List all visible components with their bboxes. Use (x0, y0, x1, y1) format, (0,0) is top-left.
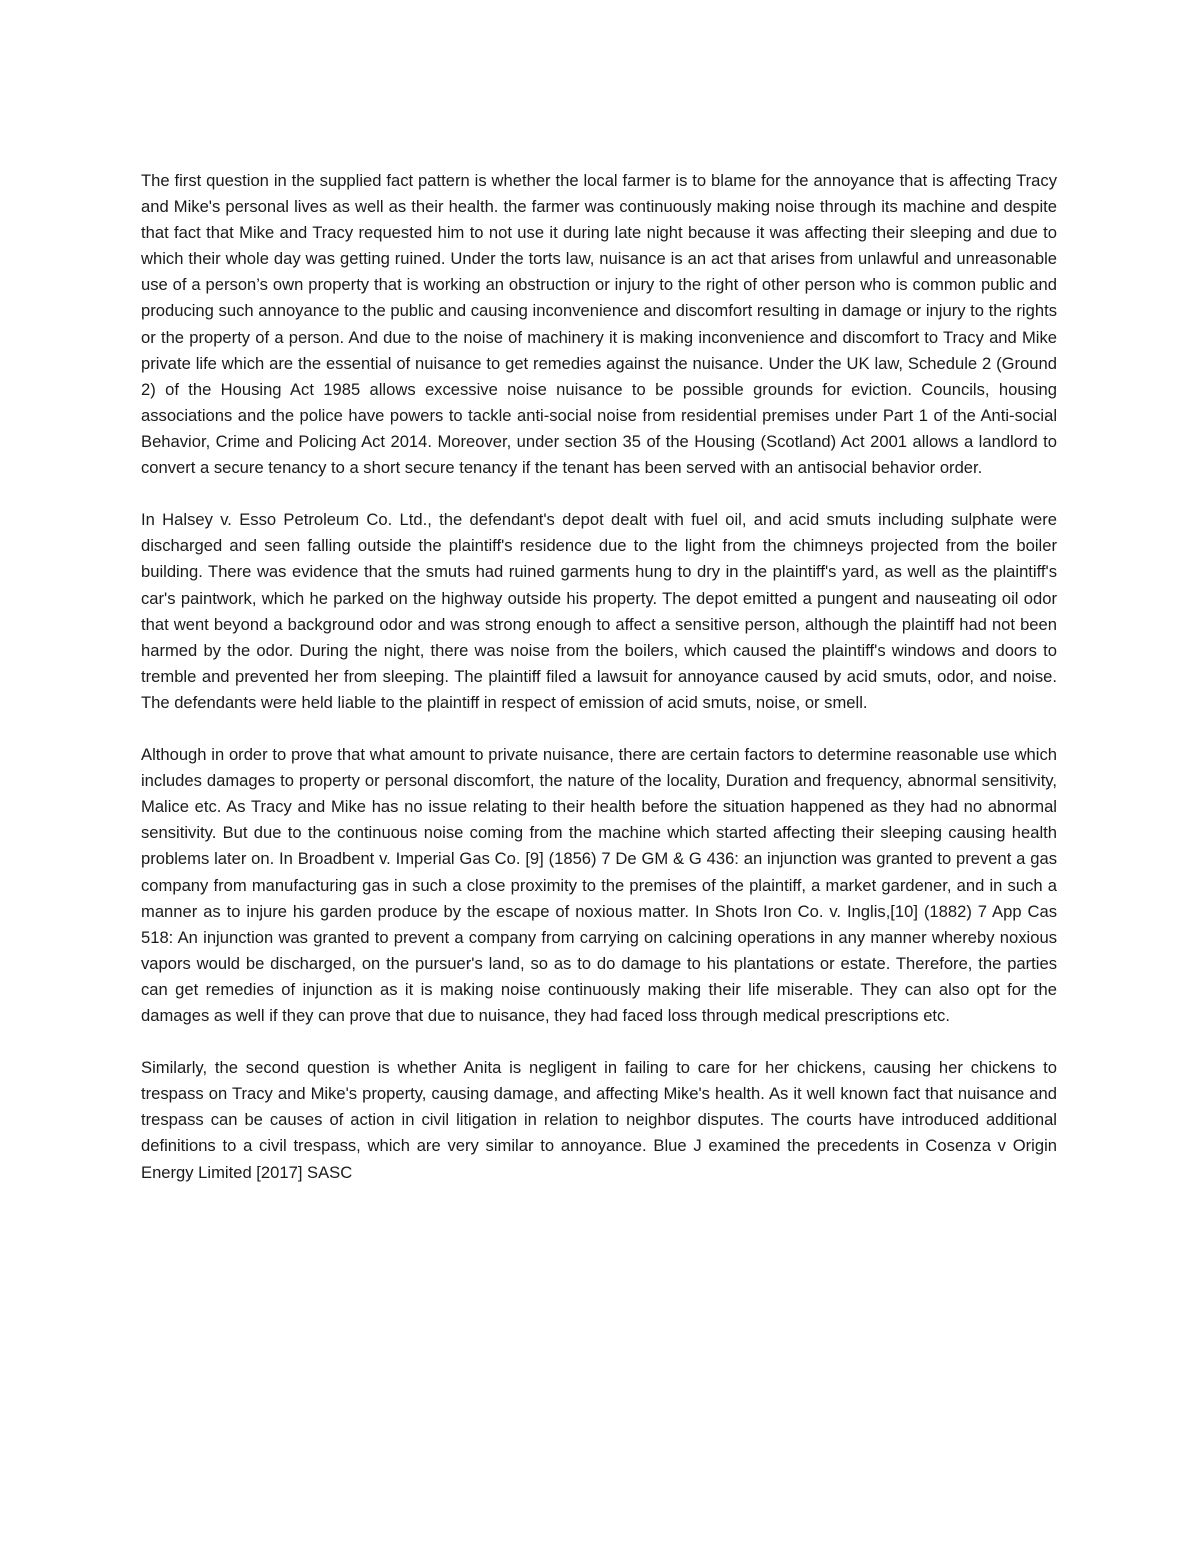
paragraph-halsey-case: In Halsey v. Esso Petroleum Co. Ltd., the defendant's depot dealt with fuel oil, and acid smuts including sulphate were discharged and seen falling outside the plaintiff's residence due to the light from the chimneys projected from the boiler building. There was evidence that the smuts had ruined garments hung to dry in the plaintiff's yard, as well as the plaintiff's car's paintwork, which he parked on the highway outside his property. The depot emitted a pungent and nauseating oil odor that went beyond a background odor and was strong enough to affect a sensitive person, although the plaintiff had not been harmed by the odor. During the night, there was noise from the boilers, which caused the plaintiff's windows and doors to tremble and prevented her from sleeping. The plaintiff filed a lawsuit for annoyance caused by acid smuts, odor, and noise. The defendants were held liable to the plaintiff in respect of emission of acid smuts, noise, or smell. (141, 510, 1057, 712)
paragraph-nuisance-question: The first question in the supplied fact pattern is whether the local farmer is to blame for the annoyance that is affecting Tracy and Mike's personal lives as well as their health. the farmer was continuously making noise through its machine and despite that fact that Mike and Tracy requested him to not use it during late night because it was affecting their sleeping and due to which their whole day was getting ruined. Under the torts law, nuisance is an act that arises from unlawful and unreasonable use of a person’s own property that is working an obstruction or injury to the right of other person who is common public and producing such annoyance to the public and causing inconvenience and discomfort resulting in damage or injury to the rights or the property of a person. And due to the noise of machinery it is making inconvenience and discomfort to Tracy and Mike private life which are the essential of nuisance to get remedies against the nuisance. Under the UK law, Schedule 2 (Ground 2) of the Housing Act 1985 allows excessive noise nuisance to be possible grounds for eviction. Councils, housing associations and the police have powers to tackle anti-social noise from residential premises under Part 1 of the Anti-social Behavior, Crime and Policing Act 2014. Moreover, under section 35 of the Housing (Scotland) Act 2001 allows a landlord to convert a secure tenancy to a short secure tenancy if the tenant has been served with an antisocial behavior order. (141, 171, 1057, 478)
document-body (141, 168, 1057, 1212)
paragraph-private-nuisance-factors: Although in order to prove that what amount to private nuisance, there are certain factors to determine reasonable use which includes damages to property or personal discomfort, the nature of the locality, Duration and frequency, abnormal sensitivity, Malice etc. As Tracy and Mike has no issue relating to their health before the situation happened as they had no abnormal sensitivity. But due to the continuous noise coming from the machine which started affecting their sleeping causing health problems later on. In Broadbent v. Imperial Gas Co. [9] (1856) 7 De GM & G 436: an injunction was granted to prevent a gas company from manufacturing gas in such a close proximity to the premises of the plaintiff, a market gardener, and in such a manner as to injure his garden produce by the escape of noxious matter. In Shots Iron Co. v. Inglis,[10] (1882) 7 App Cas 518: An injunction was granted to prevent a company from carrying on calcining operations in any manner whereby noxious vapors would be discharged, on the pursuer's land, so as to do damage to his plantations or estate. Therefore, the parties can get remedies of injunction as it is making noise continuously making their life miserable. They can also opt for the damages as well if they can prove that due to nuisance, they had faced loss through medical prescriptions etc. (141, 745, 1057, 1025)
paragraph-trespass-question: Similarly, the second question is whether Anita is negligent in failing to care for her chickens, causing her chickens to trespass on Tracy and Mike's property, causing damage, and affecting Mike's health. As it well known fact that nuisance and trespass can be causes of action in civil litigation in relation to neighbor disputes. The courts have introduced additional definitions to a civil trespass, which are very similar to annoyance. Blue J examined the precedents in Cosenza v Origin Energy Limited [2017] SASC (141, 1058, 1057, 1182)
